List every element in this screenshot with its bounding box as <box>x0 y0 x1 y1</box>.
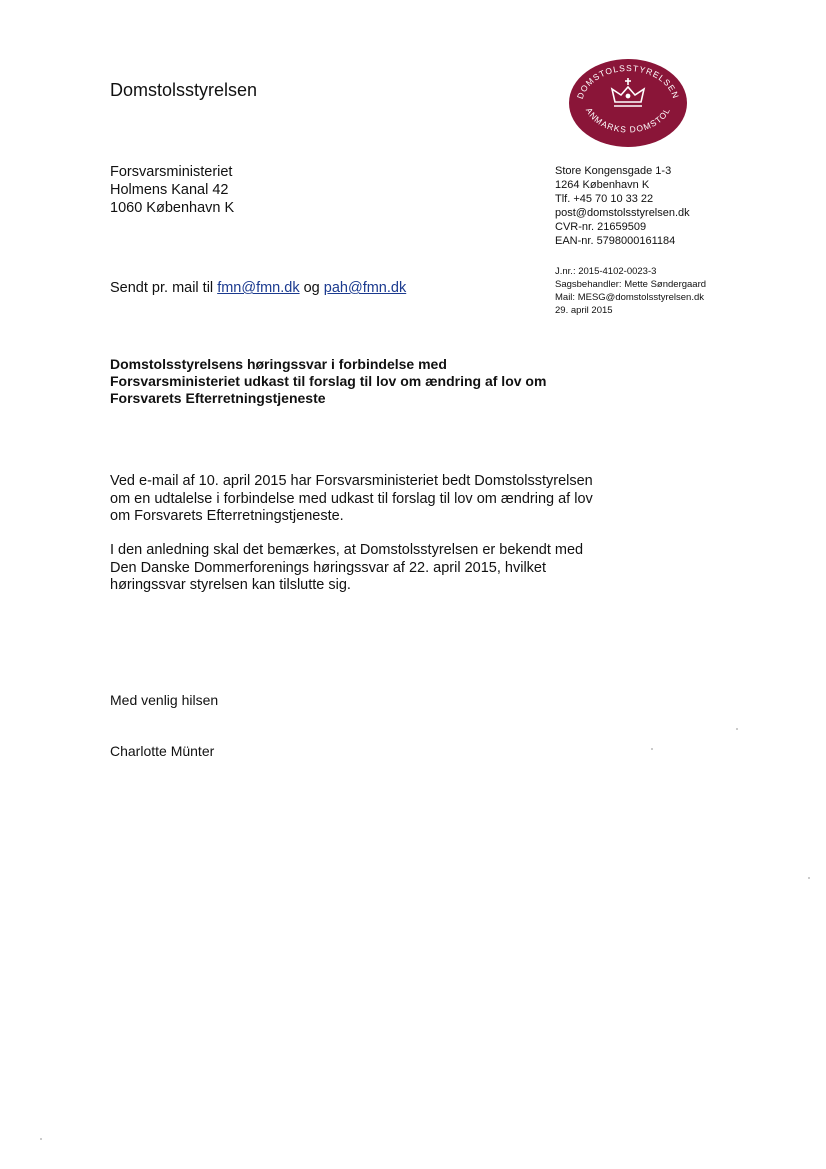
case-handler: Sagsbehandler: Mette Søndergaard <box>555 279 707 290</box>
recipient-address <box>110 163 234 217</box>
sent-by-mail-line <box>110 280 406 296</box>
body-paragraph-1 <box>110 473 593 526</box>
case-number: J.nr.: 2015-4102-0023-3 <box>555 266 657 277</box>
email-link-pah[interactable]: pah@fmn.dk <box>323 280 407 296</box>
email-link-fmn[interactable]: fmn@fmn.dk <box>217 280 300 296</box>
contact-address-line: Store Kongensgade 1-3 <box>555 165 672 177</box>
paragraph-line: høringssvar styrelsen kan tilslutte sig. <box>110 577 351 593</box>
case-handler-email: Mail: MESG@domstolsstyrelsen.dk <box>555 292 705 303</box>
subject-line: Domstolsstyrelsens høringssvar i forbindelse med <box>110 356 447 372</box>
subject-line: Forsvarsministeriet udkast til forslag til lov om ændring af lov om <box>110 373 547 389</box>
domstolsstyrelsen-logo <box>568 58 688 148</box>
scan-speck <box>808 877 810 879</box>
scan-speck <box>736 728 738 730</box>
contact-phone: Tlf. +45 70 10 33 22 <box>555 193 654 205</box>
sent-prefix: Sendt pr. mail til <box>110 280 218 296</box>
scan-speck <box>651 748 653 750</box>
sent-conjunction: og <box>299 280 324 296</box>
signer-name: Charlotte Münter <box>110 743 215 759</box>
sender-name: Domstolsstyrelsen <box>110 80 258 100</box>
paragraph-line: om Forsvarets Efterretningstjeneste. <box>110 508 344 524</box>
closing-greeting: Med venlig hilsen <box>110 692 219 708</box>
subject-line: Forsvarets Efterretningstjeneste <box>110 390 326 406</box>
logo-bottom-text: ANMARKS DOMSTOL <box>583 105 673 135</box>
recipient-line: Forsvarsministeriet <box>110 164 233 180</box>
paragraph-line: I den anledning skal det bemærkes, at Domstolsstyrelsen er bekendt med <box>110 542 584 558</box>
case-info-block <box>555 265 706 317</box>
letter-date: 29. april 2015 <box>555 305 613 316</box>
body-paragraph-2 <box>110 542 583 595</box>
logo-top-text: DOMSTOLSSTYRELSEN <box>574 62 682 101</box>
paragraph-line: om en udtalelse i forbindelse med udkast til forslag til lov om ændring af lov <box>110 490 593 507</box>
sender-contact-block <box>555 164 690 248</box>
logo-seal <box>568 58 688 148</box>
recipient-line: 1060 København K <box>110 200 235 216</box>
contact-city-line: 1264 København K <box>555 179 650 191</box>
contact-email: post@domstolsstyrelsen.dk <box>555 207 690 219</box>
scan-speck <box>40 1138 42 1140</box>
recipient-line: Holmens Kanal 42 <box>110 182 229 198</box>
letter-subject <box>110 356 546 407</box>
contact-cvr: CVR-nr. 21659509 <box>555 221 647 233</box>
paragraph-line: Ved e-mail af 10. april 2015 har Forsvarsministeriet bedt Domstolsstyrelsen <box>110 473 593 489</box>
contact-ean: EAN-nr. 5798000161184 <box>555 235 676 247</box>
paragraph-line: Den Danske Dommerforenings høringssvar af 22. april 2015, hvilket <box>110 559 547 576</box>
